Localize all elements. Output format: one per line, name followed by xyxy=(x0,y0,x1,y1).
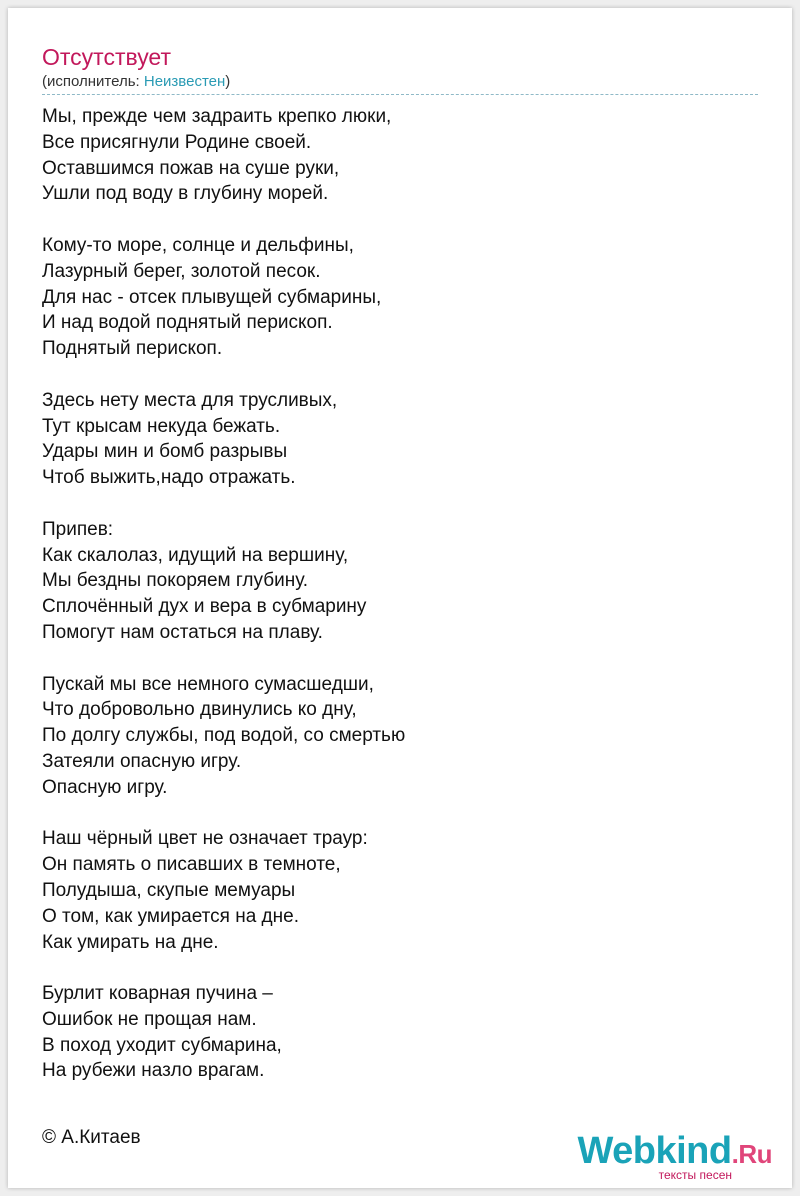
song-title: Отсутствует xyxy=(42,44,171,70)
performer-suffix: ) xyxy=(225,73,231,90)
logo-name xyxy=(577,1130,772,1172)
lyrics-stanza xyxy=(42,672,405,801)
lyrics-line: Ошибок не прощая нам. xyxy=(42,1008,257,1030)
site-logo[interactable] xyxy=(577,1130,772,1182)
lyrics-stanza xyxy=(42,981,405,1084)
lyrics-text xyxy=(42,104,405,1110)
lyrics-line: На рубежи назло врагам. xyxy=(42,1060,265,1082)
lyrics-stanza xyxy=(42,517,405,646)
lyrics-line: Поднятый перископ. xyxy=(42,338,223,360)
logo-name-text: Webkind xyxy=(577,1130,732,1172)
lyrics-line: Здесь нету места для трусливых, xyxy=(42,389,338,411)
lyrics-line: Сплочённый дух и вера в субмарину xyxy=(42,596,367,618)
performer-prefix: (исполнитель: xyxy=(42,73,144,90)
lyrics-line: Как умирать на дне. xyxy=(42,931,219,953)
lyrics-line: Что добровольно двинулись ко дну, xyxy=(42,699,357,721)
lyrics-line: Он память о писавших в темноте, xyxy=(42,854,341,876)
performer-line xyxy=(42,72,230,92)
lyrics-line: Опасную игру. xyxy=(42,776,168,798)
lyrics-line: Все присягнули Родине своей. xyxy=(42,131,312,153)
performer-link[interactable]: Неизвестен xyxy=(143,73,226,90)
lyrics-line: Припев: xyxy=(42,518,114,540)
lyrics-line: Полудыша, скупые мемуары xyxy=(42,879,296,901)
lyrics-line: Пускай мы все немного сумасшедши, xyxy=(42,673,374,695)
lyrics-line: И над водой поднятый перископ. xyxy=(42,312,333,334)
lyrics-line: Чтоб выжить,надо отражать. xyxy=(42,467,296,489)
lyrics-line: Бурлит коварная пучина – xyxy=(42,983,273,1005)
lyrics-line: Наш чёрный цвет не означает траур: xyxy=(42,828,368,850)
lyrics-line: Затеяли опасную игру. xyxy=(42,750,242,772)
lyrics-line: По долгу службы, под водой, со смертью xyxy=(42,725,406,747)
lyrics-stanza xyxy=(42,826,405,955)
title-divider xyxy=(42,94,758,95)
lyrics-stanza xyxy=(42,388,405,491)
copyright: © А.Китаев xyxy=(42,1127,141,1148)
logo-tagline: тексты песен xyxy=(658,1168,732,1182)
lyrics-line: Ушли под воду в глубину морей. xyxy=(42,183,329,205)
lyrics-line: Помогут нам остаться на плаву. xyxy=(42,621,323,643)
lyrics-stanza xyxy=(42,233,405,362)
logo-tld: .Ru xyxy=(731,1139,772,1169)
lyrics-line: Тут крысам некуда бежать. xyxy=(42,415,281,437)
lyrics-page xyxy=(8,8,792,1188)
lyrics-line: Кому-то море, солнце и дельфины, xyxy=(42,234,354,256)
lyrics-line: Мы, прежде чем задраить крепко люки, xyxy=(42,106,392,127)
lyrics-line: В поход уходит субмарина, xyxy=(42,1034,282,1056)
lyrics-line: Как скалолаз, идущий на вершину, xyxy=(42,544,349,566)
lyrics-line: Оставшимся пожав на суше руки, xyxy=(42,157,340,179)
lyrics-line: Для нас - отсек плывущей субмарины, xyxy=(42,286,382,308)
lyrics-line: Лазурный берег, золотой песок. xyxy=(42,260,321,282)
lyrics-line: Удары мин и бомб разрывы xyxy=(42,441,288,463)
lyrics-line: Мы бездны покоряем глубину. xyxy=(42,570,309,592)
lyrics-line: О том, как умирается на дне. xyxy=(42,905,299,927)
lyrics-stanza xyxy=(42,104,405,207)
